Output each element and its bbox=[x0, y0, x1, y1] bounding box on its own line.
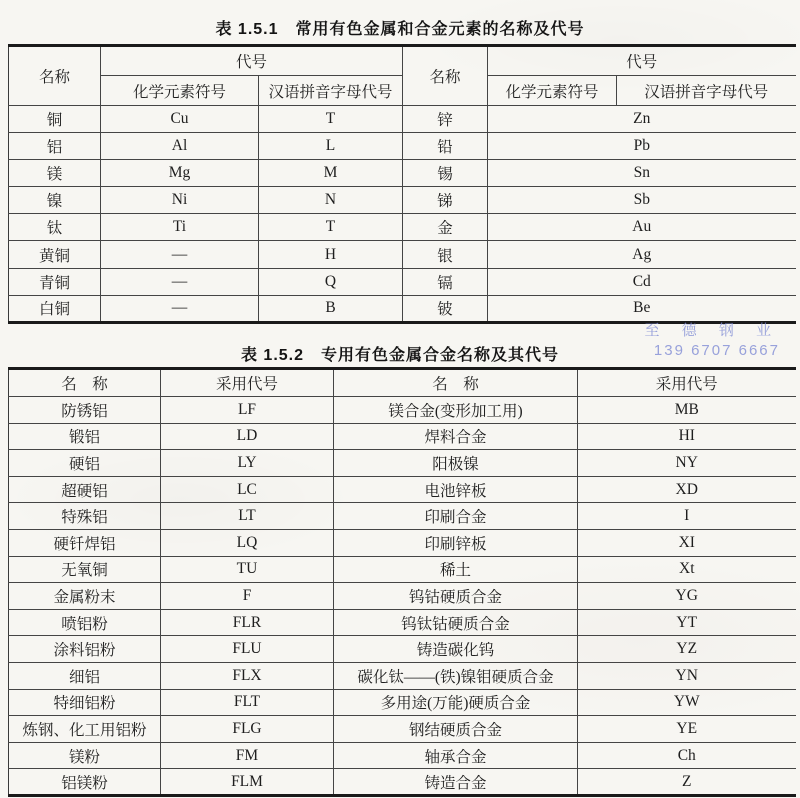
header-code-group-left: 代号 bbox=[101, 46, 403, 76]
table-row bbox=[9, 769, 796, 796]
table-row bbox=[9, 268, 796, 295]
chem-symbol-left: Al bbox=[101, 133, 259, 160]
alloy-code-right: XD bbox=[578, 476, 796, 503]
alloy-code-left: LD bbox=[161, 423, 334, 450]
alloy-name-right: 电池锌板 bbox=[334, 476, 578, 503]
metal-name-left: 镍 bbox=[9, 187, 101, 214]
chem-symbol-right: Ag bbox=[488, 241, 796, 268]
table-row bbox=[9, 742, 796, 769]
table-row bbox=[9, 529, 796, 556]
alloy-code-left: FLR bbox=[161, 609, 334, 636]
metal-name-left: 钛 bbox=[9, 214, 101, 241]
alloy-code-left: LF bbox=[161, 397, 334, 424]
alloy-name-right: 钢结硬质合金 bbox=[334, 716, 578, 743]
alloy-name-left: 硬铝 bbox=[9, 450, 161, 477]
alloy-code-right: Z bbox=[578, 769, 796, 796]
table-row bbox=[9, 106, 796, 133]
alloy-name-right: 钨钛钴硬质合金 bbox=[334, 609, 578, 636]
alloy-name-right: 焊料合金 bbox=[334, 423, 578, 450]
alloy-code-left: FLX bbox=[161, 662, 334, 689]
metal-name-left: 白铜 bbox=[9, 295, 101, 322]
chem-symbol-left: Ti bbox=[101, 214, 259, 241]
table-row bbox=[9, 423, 796, 450]
alloy-code-right: YN bbox=[578, 662, 796, 689]
metal-name-left: 青铜 bbox=[9, 268, 101, 295]
alloy-code-left: LT bbox=[161, 503, 334, 530]
alloy-code-left: FM bbox=[161, 742, 334, 769]
alloy-name-right: 轴承合金 bbox=[334, 742, 578, 769]
metal-name-right: 镉 bbox=[403, 268, 488, 295]
table-row bbox=[9, 636, 796, 663]
pinyin-code-left: Q bbox=[259, 268, 403, 295]
alloy-name-right: 铸造合金 bbox=[334, 769, 578, 796]
pinyin-code-left: T bbox=[259, 214, 403, 241]
alloy-code-left: LY bbox=[161, 450, 334, 477]
watermark-company-name: 至 德 钢 业 bbox=[644, 322, 780, 339]
table-row bbox=[9, 187, 796, 214]
alloy-code-left: LC bbox=[161, 476, 334, 503]
alloy-code-right: YE bbox=[578, 716, 796, 743]
metal-name-right: 银 bbox=[403, 241, 488, 268]
header-name-right: 名 称 bbox=[334, 369, 578, 397]
alloy-code-right: XI bbox=[578, 529, 796, 556]
alloy-name-right: 碳化钛——(铁)镍钼硬质合金 bbox=[334, 662, 578, 689]
alloy-name-right: 阳极镍 bbox=[334, 450, 578, 477]
alloy-code-left: F bbox=[161, 583, 334, 610]
alloy-name-left: 镁粉 bbox=[9, 742, 161, 769]
alloy-code-left: FLU bbox=[161, 636, 334, 663]
table-row bbox=[9, 689, 796, 716]
chem-symbol-left: — bbox=[101, 295, 259, 322]
metal-name-right: 铍 bbox=[403, 295, 488, 322]
chem-symbol-right: Sb bbox=[488, 187, 796, 214]
alloy-name-left: 涂料铝粉 bbox=[9, 636, 161, 663]
alloy-name-left: 金属粉末 bbox=[9, 583, 161, 610]
metal-name-left: 铝 bbox=[9, 133, 101, 160]
metal-name-left: 黄铜 bbox=[9, 241, 101, 268]
header-name-left: 名 称 bbox=[9, 369, 161, 397]
alloy-name-left: 超硬铝 bbox=[9, 476, 161, 503]
header-chem-symbol-left: 化学元素符号 bbox=[101, 76, 259, 106]
metal-name-left: 镁 bbox=[9, 160, 101, 187]
metal-name-left: 铜 bbox=[9, 106, 101, 133]
table-row bbox=[9, 295, 796, 322]
alloy-name-left: 无氧铜 bbox=[9, 556, 161, 583]
chem-symbol-left: — bbox=[101, 268, 259, 295]
table2-title: 表 1.5.2 专用有色金属合金名称及其代号 bbox=[240, 347, 560, 364]
metal-name-right: 铅 bbox=[403, 133, 488, 160]
table-row bbox=[9, 662, 796, 689]
pinyin-code-left: T bbox=[259, 106, 403, 133]
alloy-name-left: 防锈铝 bbox=[9, 397, 161, 424]
alloy-name-left: 特细铝粉 bbox=[9, 689, 161, 716]
metal-name-right: 锑 bbox=[403, 187, 488, 214]
pinyin-code-left: M bbox=[259, 160, 403, 187]
table-row bbox=[9, 556, 796, 583]
alloy-name-left: 特殊铝 bbox=[9, 503, 161, 530]
table-row bbox=[9, 214, 796, 241]
table-row bbox=[9, 583, 796, 610]
alloy-name-right: 印刷锌板 bbox=[334, 529, 578, 556]
table-row bbox=[9, 503, 796, 530]
alloy-code-left: FLG bbox=[161, 716, 334, 743]
chem-symbol-left: Ni bbox=[101, 187, 259, 214]
alloy-name-right: 多用途(万能)硬质合金 bbox=[334, 689, 578, 716]
table-row bbox=[9, 609, 796, 636]
alloy-code-right: Xt bbox=[578, 556, 796, 583]
pinyin-code-left: H bbox=[259, 241, 403, 268]
header-pinyin-code-left: 汉语拼音字母代号 bbox=[259, 76, 403, 106]
chem-symbol-right: Be bbox=[488, 295, 796, 322]
alloy-code-right: I bbox=[578, 503, 796, 530]
metal-name-right: 金 bbox=[403, 214, 488, 241]
chem-symbol-left: Cu bbox=[101, 106, 259, 133]
chem-symbol-left: — bbox=[101, 241, 259, 268]
alloy-code-left: FLM bbox=[161, 769, 334, 796]
alloy-code-right: YW bbox=[578, 689, 796, 716]
header-name-left: 名称 bbox=[9, 46, 101, 106]
alloy-name-right: 镁合金(变形加工用) bbox=[334, 397, 578, 424]
alloy-name-right: 钨钴硬质合金 bbox=[334, 583, 578, 610]
metal-name-right: 锌 bbox=[403, 106, 488, 133]
table-alloy-names-codes bbox=[8, 367, 796, 797]
metal-name-right: 锡 bbox=[403, 160, 488, 187]
watermark-phone-number: 139 6707 6667 bbox=[653, 342, 780, 359]
table-row bbox=[9, 133, 796, 160]
header-adopted-code-right: 采用代号 bbox=[578, 369, 796, 397]
chem-symbol-left: Mg bbox=[101, 160, 259, 187]
alloy-name-left: 硬钎焊铝 bbox=[9, 529, 161, 556]
alloy-code-left: TU bbox=[161, 556, 334, 583]
table-row bbox=[9, 397, 796, 424]
alloy-name-left: 铝镁粉 bbox=[9, 769, 161, 796]
chem-symbol-right: Pb bbox=[488, 133, 796, 160]
alloy-code-right: HI bbox=[578, 423, 796, 450]
header-pinyin-code-right: 汉语拼音字母代号 bbox=[617, 76, 796, 106]
table-row bbox=[9, 716, 796, 743]
table-row bbox=[9, 241, 796, 268]
alloy-code-right: MB bbox=[578, 397, 796, 424]
pinyin-code-left: B bbox=[259, 295, 403, 322]
alloy-code-right: NY bbox=[578, 450, 796, 477]
alloy-code-right: YZ bbox=[578, 636, 796, 663]
chem-symbol-right: Zn bbox=[488, 106, 796, 133]
header-name-right: 名称 bbox=[403, 46, 488, 106]
alloy-code-right: Ch bbox=[578, 742, 796, 769]
alloy-code-right: YT bbox=[578, 609, 796, 636]
table-row bbox=[9, 160, 796, 187]
alloy-name-left: 喷铝粉 bbox=[9, 609, 161, 636]
alloy-name-right: 稀土 bbox=[334, 556, 578, 583]
alloy-name-left: 锻铝 bbox=[9, 423, 161, 450]
header-chem-symbol-right: 化学元素符号 bbox=[488, 76, 617, 106]
alloy-code-left: FLT bbox=[161, 689, 334, 716]
chem-symbol-right: Au bbox=[488, 214, 796, 241]
table-row bbox=[9, 476, 796, 503]
header-code-group-right: 代号 bbox=[488, 46, 796, 76]
alloy-code-right: YG bbox=[578, 583, 796, 610]
header-adopted-code-left: 采用代号 bbox=[161, 369, 334, 397]
chem-symbol-right: Cd bbox=[488, 268, 796, 295]
pinyin-code-left: N bbox=[259, 187, 403, 214]
table-metals-elements-codes bbox=[8, 44, 796, 324]
pinyin-code-left: L bbox=[259, 133, 403, 160]
chem-symbol-right: Sn bbox=[488, 160, 796, 187]
alloy-name-right: 印刷合金 bbox=[334, 503, 578, 530]
table-row bbox=[9, 450, 796, 477]
alloy-name-left: 细铝 bbox=[9, 662, 161, 689]
alloy-name-right: 铸造碳化钨 bbox=[334, 636, 578, 663]
table1-title: 表 1.5.1 常用有色金属和合金元素的名称及代号 bbox=[215, 21, 585, 38]
alloy-code-left: LQ bbox=[161, 529, 334, 556]
alloy-name-left: 炼钢、化工用铝粉 bbox=[9, 716, 161, 743]
